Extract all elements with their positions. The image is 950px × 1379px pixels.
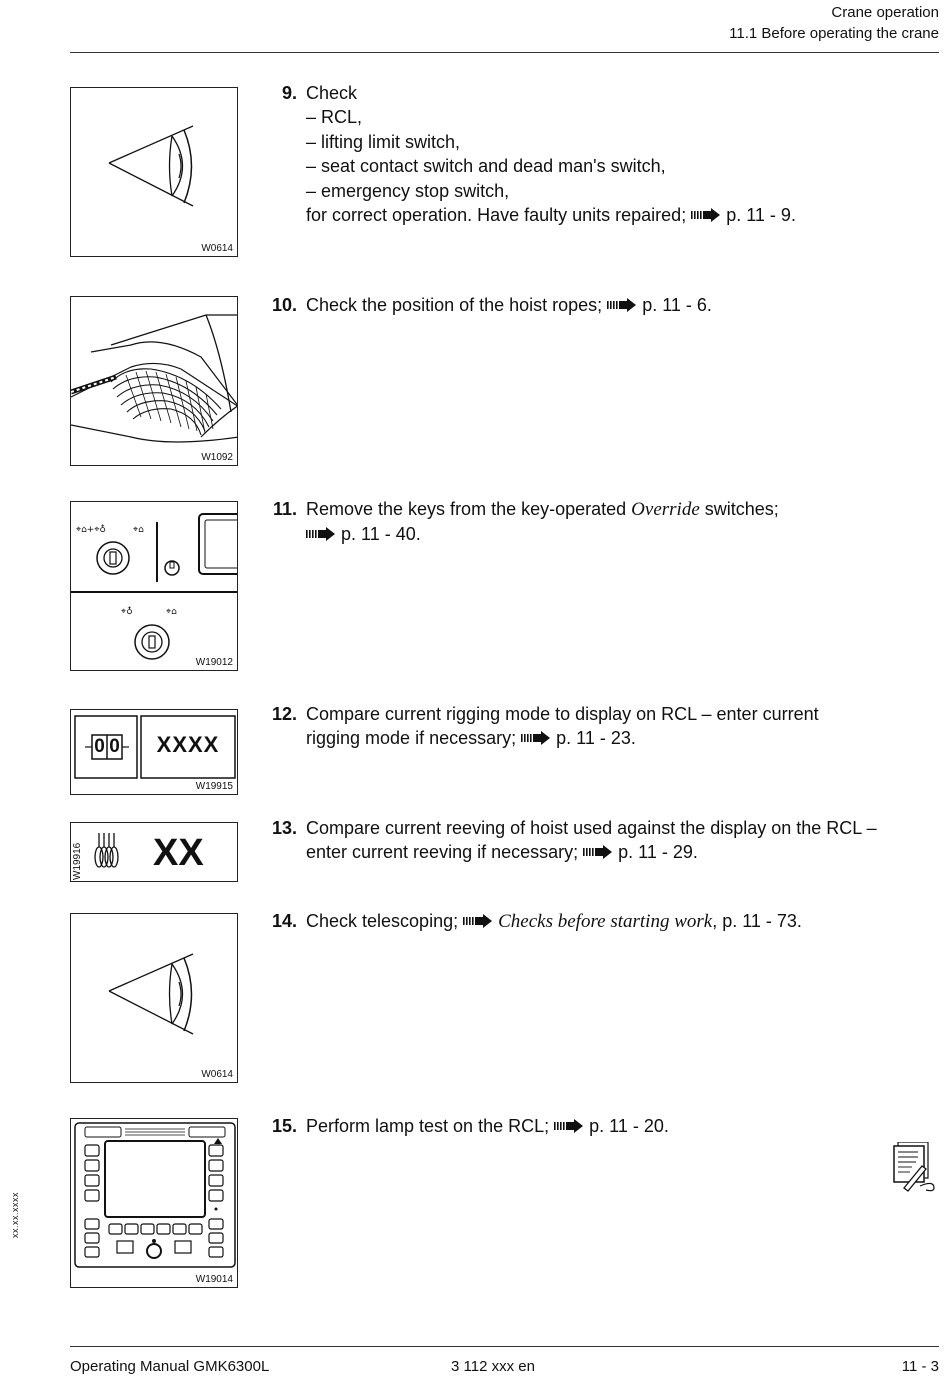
reference-arrow-icon (306, 527, 336, 541)
step-12 (268, 702, 940, 751)
reference-arrow-icon (463, 914, 493, 928)
figure-code: W0614 (201, 243, 233, 254)
step-number: 14. (271, 911, 297, 931)
figure-eye-check (70, 913, 238, 1083)
rigging-code-display: XXXX (156, 732, 220, 757)
figure-reeving-display (70, 822, 238, 882)
svg-text:⌖⌂: ⌖⌂ (166, 607, 177, 617)
reference-arrow-icon (554, 1119, 584, 1133)
side-document-code: xx.xx.xxxx (10, 1191, 20, 1238)
page-reference-link[interactable]: p. 11 - 9. (726, 205, 796, 226)
step-10 (268, 293, 940, 317)
page-reference-link[interactable]: p. 11 - 20. (589, 1116, 669, 1136)
figure-rcl-panel (70, 1118, 238, 1288)
page-header (729, 2, 939, 44)
page-reference-link[interactable]: p. 11 - 40. (341, 524, 421, 545)
step-text: Check the position of the hoist ropes; (306, 295, 603, 315)
reference-arrow-icon (521, 731, 551, 745)
figure-rigging-mode-display (70, 709, 238, 795)
step-text: switches; (704, 499, 779, 519)
step-text: rigging mode if necessary; (306, 728, 517, 749)
reference-arrow-icon (607, 298, 637, 312)
step-number: 11. (272, 499, 297, 519)
header-subsection: 11.1 Before operating the crane (729, 25, 939, 42)
footer-page-number: 11 - 3 (901, 1358, 939, 1375)
step-italic-reference[interactable]: Checks before starting work (498, 911, 713, 932)
figure-code: W1092 (201, 452, 233, 463)
step-line: Check (306, 83, 358, 103)
step-line: for correct operation. Have faulty units repaired; (306, 205, 687, 226)
figure-code: W0614 (201, 1069, 233, 1080)
rcl-control-panel (71, 1119, 238, 1288)
step-line: – RCL, (306, 107, 363, 128)
figure-override-key-switches (70, 501, 238, 671)
svg-text:⌖⌂+⌖♁: ⌖⌂+⌖♁ (76, 525, 106, 535)
step-text: Check telescoping; (306, 911, 459, 931)
figure-code: W19012 (195, 657, 233, 668)
reeving-value-display: XX (153, 832, 204, 874)
step-line: – emergency stop switch, (306, 180, 510, 201)
figure-code: W19014 (195, 1274, 233, 1285)
page-reference-link[interactable]: p. 11 - 6. (642, 295, 712, 315)
step-number: 10. (271, 295, 297, 315)
hoist-drum-illustration (71, 297, 238, 466)
step-15 (268, 1114, 940, 1138)
key-switch-panel (71, 502, 238, 671)
step-9 (268, 81, 940, 227)
step-number: 12. (271, 704, 297, 724)
step-number: 9. (281, 83, 297, 103)
svg-text:⌖♁: ⌖♁ (121, 607, 133, 617)
header-rule (70, 52, 939, 53)
figure-eye-check (70, 87, 238, 257)
reference-arrow-icon (691, 208, 721, 222)
figure-code: W19915 (195, 781, 233, 792)
step-text: Remove the keys from the key-operated (306, 499, 627, 519)
step-text: enter current reeving if necessary; (306, 842, 579, 863)
eye-icon (71, 88, 238, 257)
step-number: 15. (271, 1116, 297, 1136)
step-text: Compare current reeving of hoist used against the display on the RCL – (306, 818, 877, 838)
figure-code-vertical: W19916 (72, 842, 83, 880)
document-notes-icon (890, 1142, 940, 1194)
step-line: – lifting limit switch, (306, 131, 461, 152)
footer-rule (70, 1346, 939, 1347)
step-text: Perform lamp test on the RCL; (306, 1116, 550, 1136)
footer-document-number: 3 112 xxx en (451, 1358, 535, 1375)
header-section: Crane operation (831, 4, 939, 21)
eye-icon (71, 914, 238, 1083)
footer-manual-title: Operating Manual GMK6300L (70, 1358, 270, 1375)
step-italic-term: Override (631, 499, 700, 520)
page-reference-link[interactable]: p. 11 - 23. (556, 728, 636, 749)
step-11 (268, 497, 940, 547)
svg-text:⌖⌂: ⌖⌂ (133, 525, 144, 535)
figure-hoist-drum (70, 296, 238, 466)
step-14 (268, 909, 940, 934)
step-line: – seat contact switch and dead man's switch, (306, 156, 666, 177)
step-13 (268, 816, 940, 865)
page-reference-link[interactable]: p. 11 - 29. (618, 842, 698, 863)
rigging-counter-left: 0 (94, 736, 105, 757)
rigging-counter-right: 0 (109, 736, 120, 757)
step-number: 13. (271, 818, 297, 838)
step-text: Compare current rigging mode to display on RCL – enter current (306, 704, 819, 724)
page-reference-link[interactable]: , p. 11 - 73. (712, 911, 802, 931)
reference-arrow-icon (583, 845, 613, 859)
